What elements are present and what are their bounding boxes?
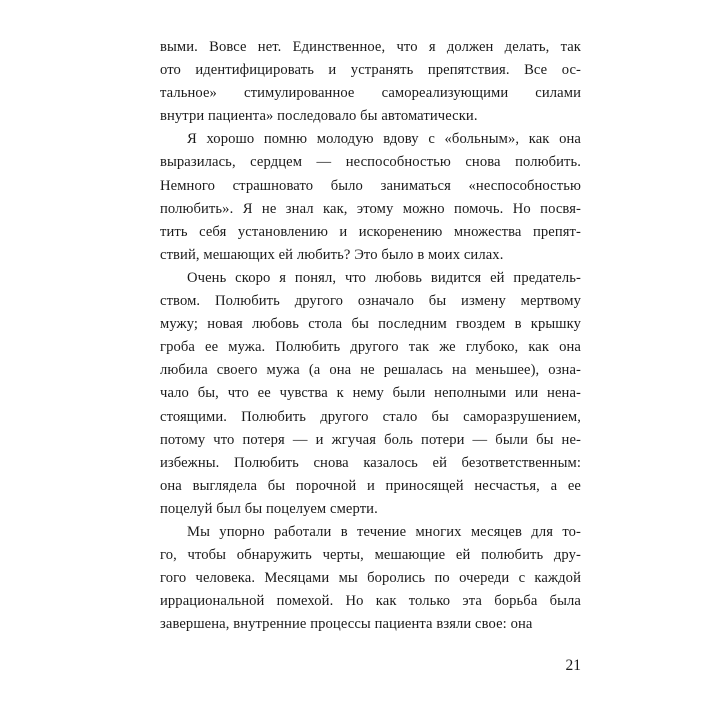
text-line: любила своего мужа (а она не решалась на меньшее), озна- — [160, 362, 581, 379]
text-line: избежны. Полюбить снова казалось ей безответственным: — [160, 454, 581, 471]
page-number: 21 — [565, 657, 581, 675]
paragraph — [160, 521, 581, 636]
text-line: она выглядела бы порочной и приносящей несчастья, а ее — [160, 477, 581, 494]
text-line: тить себя установлению и искоренению множества препят- — [160, 223, 581, 240]
text-line: чало бы, что ее чувства к нему были неполными или нена- — [160, 385, 581, 402]
text-line: стоящими. Полюбить другого стало бы саморазрушением, — [160, 408, 581, 425]
text-line: Очень скоро я понял, что любовь видится ей предатель- — [187, 269, 581, 286]
text-line: потому что потеря — и жгучая боль потери — были бы не- — [160, 431, 581, 448]
text-block — [160, 36, 581, 636]
text-line: мужу; новая любовь стола бы последним гвоздем в крышку — [160, 316, 581, 333]
text-line: выми. Вовсе нет. Единственное, что я должен делать, так — [160, 39, 581, 55]
paragraph — [160, 36, 581, 128]
text-line: полюбить». Я не знал как, этому можно помочь. Но посвя- — [160, 200, 581, 217]
text-line: завершена, внутренние процессы пациента взяли свое: она — [160, 616, 533, 633]
text-line: гого человека. Месяцами мы боролись по очереди с каждой — [160, 570, 581, 587]
text-line: внутри пациента» последовало бы автоматически. — [160, 108, 478, 125]
text-line: Я хорошо помню молодую вдову с «больным», как она — [187, 131, 581, 148]
paragraph — [160, 128, 581, 267]
book-page — [160, 36, 581, 676]
text-line: гроба ее мужа. Полюбить другого так же глубоко, как она — [160, 339, 581, 356]
text-line: тальное» стимулированное самореализующими силами — [160, 85, 581, 102]
text-line: Немного страшновато было заниматься «неспособностью — [160, 177, 581, 194]
text-line: поцелуй был бы поцелуем смерти. — [160, 500, 378, 517]
text-line: Мы упорно работали в течение многих месяцев для то- — [187, 523, 581, 540]
text-line: го, чтобы обнаружить черты, мешающие ей полюбить дру- — [160, 547, 581, 564]
text-line: выразилась, сердцем — неспособностью снова полюбить. — [160, 154, 581, 171]
text-line: ством. Полюбить другого означало бы измену мертвому — [160, 293, 581, 310]
text-line: ото идентифицировать и устранять препятствия. Все ос- — [160, 62, 581, 79]
paragraph — [160, 267, 581, 521]
text-line: иррациональной помехой. Но как только эта борьба была — [160, 593, 581, 610]
text-line: ствий, мешающих ей любить? Это было в моих силах. — [160, 246, 504, 263]
